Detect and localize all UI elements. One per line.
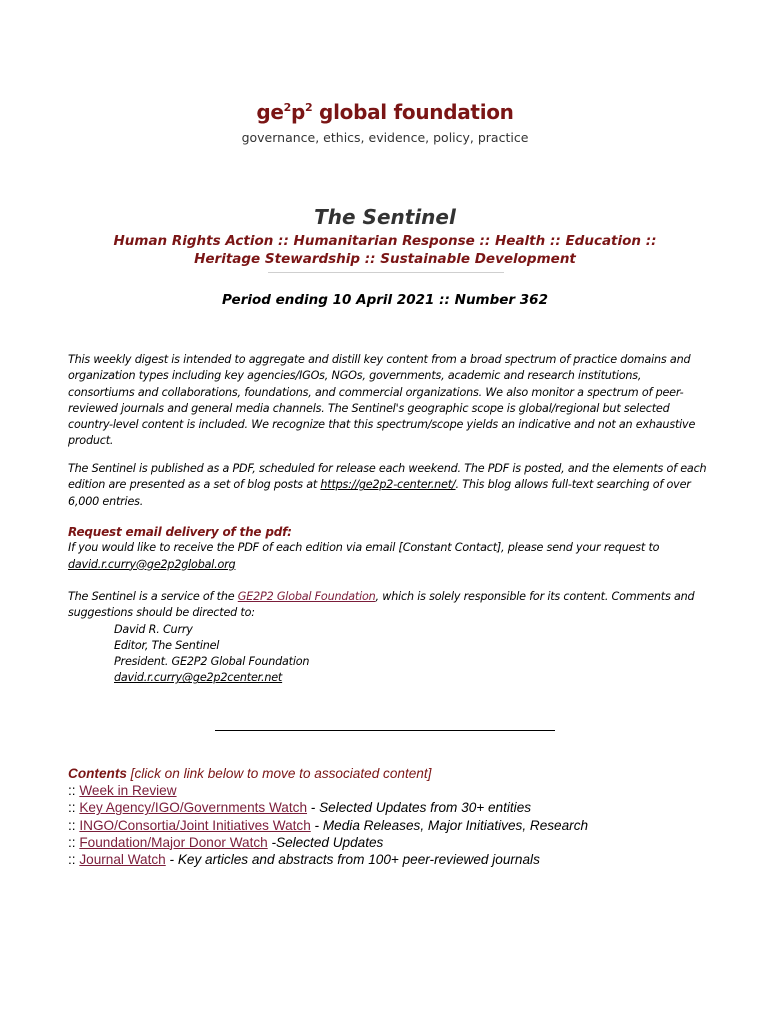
- toc-link-foundation-watch[interactable]: Foundation/Major Donor Watch: [79, 834, 268, 850]
- contents-prefix: ::: [68, 800, 80, 816]
- contents-heading: Contents: [68, 766, 127, 781]
- request-text: If you would like to receive the PDF of each edition via email [Constant Contact], please send your request to: [68, 541, 660, 555]
- subtitle-divider: [268, 272, 504, 273]
- intro-paragraph-2: [68, 461, 708, 510]
- subtitle-line-2: Heritage Stewardship :: Sustainable Development: [194, 251, 576, 267]
- service-section: [68, 589, 708, 687]
- brand-prefix: ge: [256, 100, 284, 124]
- contact-email-wrap: [114, 670, 708, 686]
- contents-item: [68, 817, 728, 834]
- request-section: [68, 524, 708, 573]
- brand-middle: p: [291, 100, 306, 124]
- contents-item: [68, 851, 728, 868]
- toc-link-agency-watch[interactable]: Key Agency/IGO/Governments Watch: [79, 800, 308, 816]
- issue-period: Period ending 10 April 2021 :: Number 362: [222, 292, 548, 308]
- service-text: [68, 589, 708, 622]
- contents-heading-line: [68, 765, 728, 782]
- contents-prefix: ::: [68, 852, 80, 868]
- request-heading: Request email delivery of the pdf:: [68, 525, 292, 539]
- brand-superscript-1: 2: [283, 101, 291, 114]
- newsletter-subtitle: [0, 232, 770, 268]
- service-text-a: The Sentinel is a service of the: [68, 590, 238, 603]
- contents-prefix: ::: [68, 817, 80, 833]
- intro-paragraph-1: This weekly digest is intended to aggregate and distill key content from a broad spectrum of practice domains and organization types including key agencies/IGOs, NGOs, governments, academic and research institutions, consortiums and collaborations, foundations, and commercial organizations. We also monitor a spectrum of peer-reviewed journals and general media channels. The Sentinel's geographic scope is global/regional but selected country-level content is included. We recognize that this spectrum/scope yields an indicative and not an exhaustive product.: [68, 353, 696, 448]
- contents-prefix: ::: [68, 834, 80, 850]
- subtitle-line-1: Human Rights Action :: Humanitarian Response :: Health :: Education ::: [113, 233, 657, 249]
- brand-tagline: governance, ethics, evidence, policy, practice: [241, 130, 529, 145]
- foundation-link[interactable]: GE2P2 Global Foundation: [237, 590, 376, 603]
- brand-suffix: global foundation: [312, 100, 514, 124]
- toc-desc: - Selected Updates from 30+ entities: [307, 800, 532, 816]
- toc-link-week-in-review[interactable]: Week in Review: [79, 783, 177, 799]
- contents-prefix: ::: [68, 783, 80, 799]
- section-divider: [215, 730, 555, 731]
- contents-item: [68, 799, 728, 816]
- toc-desc: - Key articles and abstracts from 100+ peer-reviewed journals: [165, 852, 540, 868]
- brand-logo-text: [0, 100, 770, 124]
- contact-role-1: Editor, The Sentinel: [114, 638, 220, 652]
- contents-list: [68, 765, 728, 868]
- toc-desc: - Media Releases, Major Initiatives, Research: [310, 817, 589, 833]
- contact-email-link[interactable]: david.r.curry@ge2p2center.net: [114, 671, 283, 685]
- contents-hint: [click on link below to move to associated content]: [126, 766, 432, 781]
- toc-link-journal-watch[interactable]: Journal Watch: [79, 852, 166, 868]
- contact-role-2: President. GE2P2 Global Foundation: [114, 655, 310, 669]
- toc-desc: -Selected Updates: [267, 834, 384, 850]
- toc-link-ingo-watch[interactable]: INGO/Consortia/Joint Initiatives Watch: [79, 817, 311, 833]
- request-email-link[interactable]: david.r.curry@ge2p2global.org: [68, 557, 236, 571]
- intro-p2-text-b: . This blog allows full-text searching of over 6,000 entries.: [68, 478, 691, 508]
- intro-p2-text-a: The Sentinel is published as a PDF, scheduled for release each weekend. The PDF is posted, and the elements of each edition are presented as a set of blog posts at: [68, 462, 707, 492]
- contact-name: David R. Curry: [114, 622, 193, 636]
- blog-link[interactable]: https://ge2p2-center.net/: [320, 478, 456, 492]
- newsletter-title: The Sentinel: [314, 205, 456, 229]
- service-text-b: , which is solely responsible for its content. Comments and suggestions should be directed to:: [68, 590, 695, 620]
- brand-superscript-2: 2: [305, 101, 313, 114]
- contents-item: [68, 782, 728, 799]
- contents-item: [68, 834, 728, 851]
